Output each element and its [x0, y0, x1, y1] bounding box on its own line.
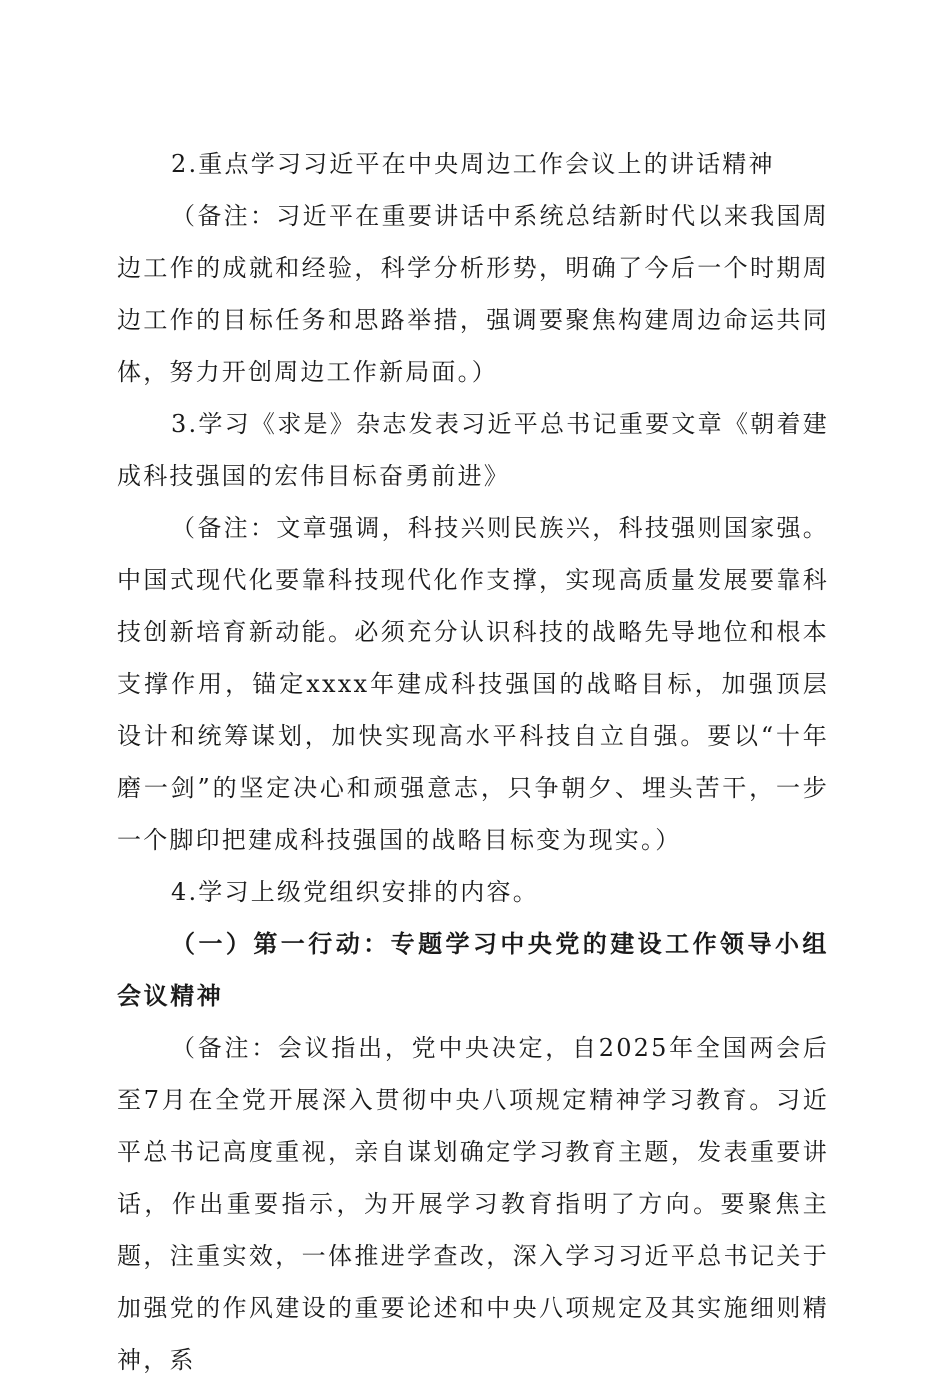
- note-periphery-meeting: （备注：习近平在重要讲话中系统总结新时代以来我国周边工作的成就和经验，科学分析形势，明确了今后一个时期周边工作的目标任务和思路举措，强调要聚焦构建周边命运共同体，努力开创周边工作新局面。）: [117, 202, 829, 386]
- item-2-study-periphery-meeting: 2.重点学习习近平在中央周边工作会议上的讲话精神: [171, 150, 775, 178]
- document-body: [117, 138, 829, 1386]
- note-qiushi-article: （备注：文章强调，科技兴则民族兴，科技强则国家强。中国式现代化要靠科技现代化作支撑，实现高质量发展要靠科技创新培育新动能。必须充分认识科技的战略先导地位和根本支撑作用，锚定xxxx年建成科技强国的战略目标，加强顶层设计和统筹谋划，加快实现高水平科技自立自强。要以“十年磨一剑”的坚定决心和顽强意志，只争朝夕、埋头苦干，一步一个脚印把建成科技强国的战略目标变为现实。）: [117, 514, 829, 854]
- section-heading-first-action: （一）第一行动：专题学习中央党的建设工作领导小组会议精神: [117, 929, 829, 1010]
- item-3-study-qiushi-article: 3.学习《求是》杂志发表习近平总书记重要文章《朝着建成科技强国的宏伟目标奋勇前进》: [117, 410, 829, 490]
- note-party-building-meeting: （备注：会议指出，党中央决定，自2025年全国两会后至7月在全党开展深入贯彻中央八项规定精神学习教育。习近平总书记高度重视，亲自谋划确定学习教育主题，发表重要讲话，作出重要指示，为开展学习教育指明了方向。要聚焦主题，注重实效，一体推进学查改，深入学习习近平总书记关于加强党的作风建设的重要论述和中央八项规定及其实施细则精神，系: [117, 1034, 829, 1374]
- item-4-superior-arrangements: 4.学习上级党组织安排的内容。: [171, 878, 539, 906]
